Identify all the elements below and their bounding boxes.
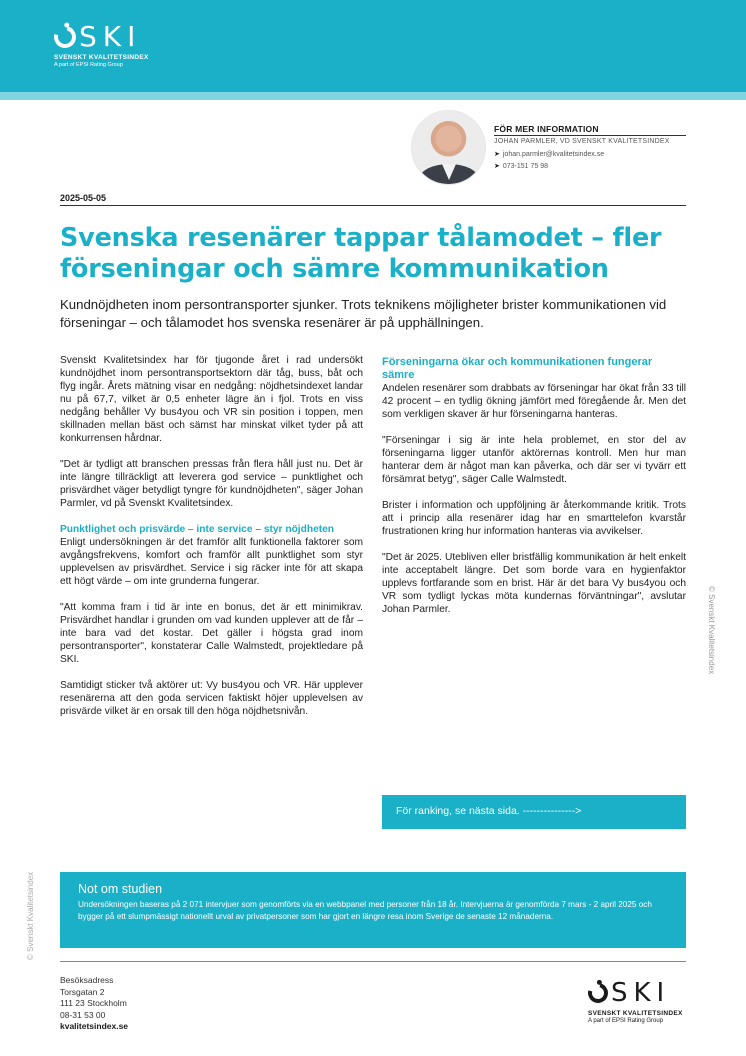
paragraph: Andelen resenärer som drabbats av förseningar har ökat från 33 till 42 procent – en tydlig ökning jämfört med föregående år. Men det som verkligen skaver är hur förseningarna hanteras. [382, 383, 686, 420]
article-column-right [382, 356, 686, 629]
address-street: Torsgatan 2 [60, 986, 105, 997]
website-link[interactable]: kvalitetsindex.se [60, 1021, 129, 1031]
contact-title: FÖR MER INFORMATION [494, 124, 686, 136]
address-city: 111 23 Stockholm [60, 998, 127, 1008]
study-note-box [60, 872, 686, 948]
logo-wordmark: SKI [611, 978, 671, 1008]
article-date: 2025-05-05 [60, 193, 107, 203]
contact-phone[interactable]: 073-151 75 98 [502, 162, 549, 170]
header-stripe [0, 92, 746, 100]
page-title: Svenska resenärer tappar tålamodet – fler förseningar och sämre kommunikation [60, 223, 662, 284]
quote-paragraph: "Det är 2025. Utebliven eller bristfällig kommunikation är helt enkelt inte acceptabelt längre. Det som borde vara en hygienfaktor upplevs fortfarande som en brist. Här är det bara Vy bus4you och VR som tydligt lyckas möta kundernas förväntningar", avslutar Johan Parmler. [382, 552, 686, 615]
note-text: Undersökningen baseras på 2 071 intervjuer som genomförts via en webbpanel med personer från 18 år. Intervjuerna är genomförda 7 mars - 2 april 2025 och bygger på ett slumpmässigt nationellt urval av privatpersoner som har gjort en längre resa inom Sverige de senaste 12 månaderna. [78, 900, 652, 921]
logo-wordmark: SKI [79, 20, 142, 53]
watermark-right: © Svenskt Kvalitetsindex [707, 586, 716, 675]
quote-paragraph: "Det är tydligt att branschen pressas från flera håll just nu. Det är inte längre tillräckligt att leverera god service – punktlighet och prisvärdhet väger betydligt tyngre för kundnöjdheten", säger Johan Parmler, vd på Svenskt Kvalitetsindex. [60, 459, 363, 509]
quote-paragraph: "Förseningar i sig är inte hela problemet, en stor del av förseningarna ligger utanför aktörernas kontroll. Men hur man hanterar dem är något man kan påverka, och där ser vi tyvärr ett försämrat betyg", säger Calle Walmstedt. [382, 435, 686, 485]
contact-phone-row[interactable] [494, 162, 686, 170]
ski-logo-footer[interactable] [588, 980, 683, 1024]
paragraph: Brister i information och uppföljning är återkommande kritik. Trots att i princip alla resenärer idag har en smarttelefon kvarstår frustrationen kring hur information hanteras via avvikelser. [382, 500, 686, 537]
address-phone[interactable]: 08-31 53 00 [60, 1009, 106, 1020]
contact-box [494, 124, 686, 170]
quote-paragraph: "Att komma fram i tid är inte en bonus, det är ett minimikrav. Prisvärdhet handlar i grunden om vad kunden upplever att de får – inte bara vad det kostar. Det gäller i högsta grad inom persontransporter", konstaterar Calle Walmstedt, projektledare på SKI. [60, 602, 363, 665]
contact-email-row[interactable] [494, 150, 686, 158]
ski-logo-header[interactable] [54, 20, 149, 68]
ranking-next-page-link[interactable]: För ranking, se nästa sida. ---------------> [382, 795, 686, 829]
watermark-left: © Svenskt Kvalitetsindex [26, 871, 35, 960]
article-lead: Kundnöjdheten inom persontransporter sjunker. Trots teknikens möjligheter brister kommunikationen vid förseningar – och tålamodet hos svenska resenärer är på upphällningen. [60, 297, 667, 330]
section-heading: Förseningarna ökar och kommunikationen fungerar sämre [382, 356, 653, 381]
ski-logo-icon [584, 979, 611, 1006]
divider [60, 205, 686, 206]
address-label: Besöksadress [60, 975, 114, 985]
logo-tagline: A part of EPSI Rating Group [588, 1018, 664, 1024]
paragraph: Samtidigt sticker två aktörer ut: Vy bus4you och VR. Här upplever resenärerna att den goda servicen faktiskt höjer upplevelsen av prisvärde vilket är en orsak till den höga nöjdhetsnivån. [60, 680, 363, 717]
paragraph: Enligt undersökningen är det framför allt funktionella faktorer som avgångsfrekvens, komfort och framför allt punktlighet som styr upplevelsen av prisvärdhet. Service i sig räcker inte för att skapa ett högt värde – om inte grunderna fungerar. [60, 537, 363, 587]
logo-tagline: A part of EPSI Rating Group [54, 62, 123, 68]
logo-subtitle: SVENSKT KVALITETSINDEX [588, 1010, 683, 1017]
footer-address [60, 975, 128, 1033]
arrow-right-icon: ➤ [494, 163, 500, 170]
paragraph: Svenskt Kvalitetsindex har för tjugonde året i rad undersökt kundnöjdhet inom persontransportsektorn där tåg, buss, båt och flyg ingår. Årets mätning visar en nedgång: nöjdhetsindexet landar nu på 67,7, vilket är 0,5 enheter lägre än i fjol. Trots en viss nedgång behåller Vy bus4you och VR sin position i toppen, men skillnaden mellan bäst och sämst har minskat vilket tyder på att konkurrensen hårdnar. [60, 355, 363, 444]
contact-avatar [411, 110, 486, 185]
note-title: Not om studien [78, 882, 163, 896]
logo-subtitle: SVENSKT KVALITETSINDEX [54, 54, 149, 61]
ski-logo-icon [50, 22, 80, 52]
divider [60, 961, 686, 962]
article-column-left [60, 354, 363, 731]
section-heading: Punktlighet och prisvärde – inte service – styr nöjdheten [60, 524, 335, 535]
contact-name: JOHAN PARMLER, VD SVENSKT KVALITETSINDEX [494, 138, 670, 145]
contact-email[interactable]: johan.parmler@kvalitetsindex.se [502, 150, 605, 158]
arrow-right-icon: ➤ [494, 151, 500, 158]
